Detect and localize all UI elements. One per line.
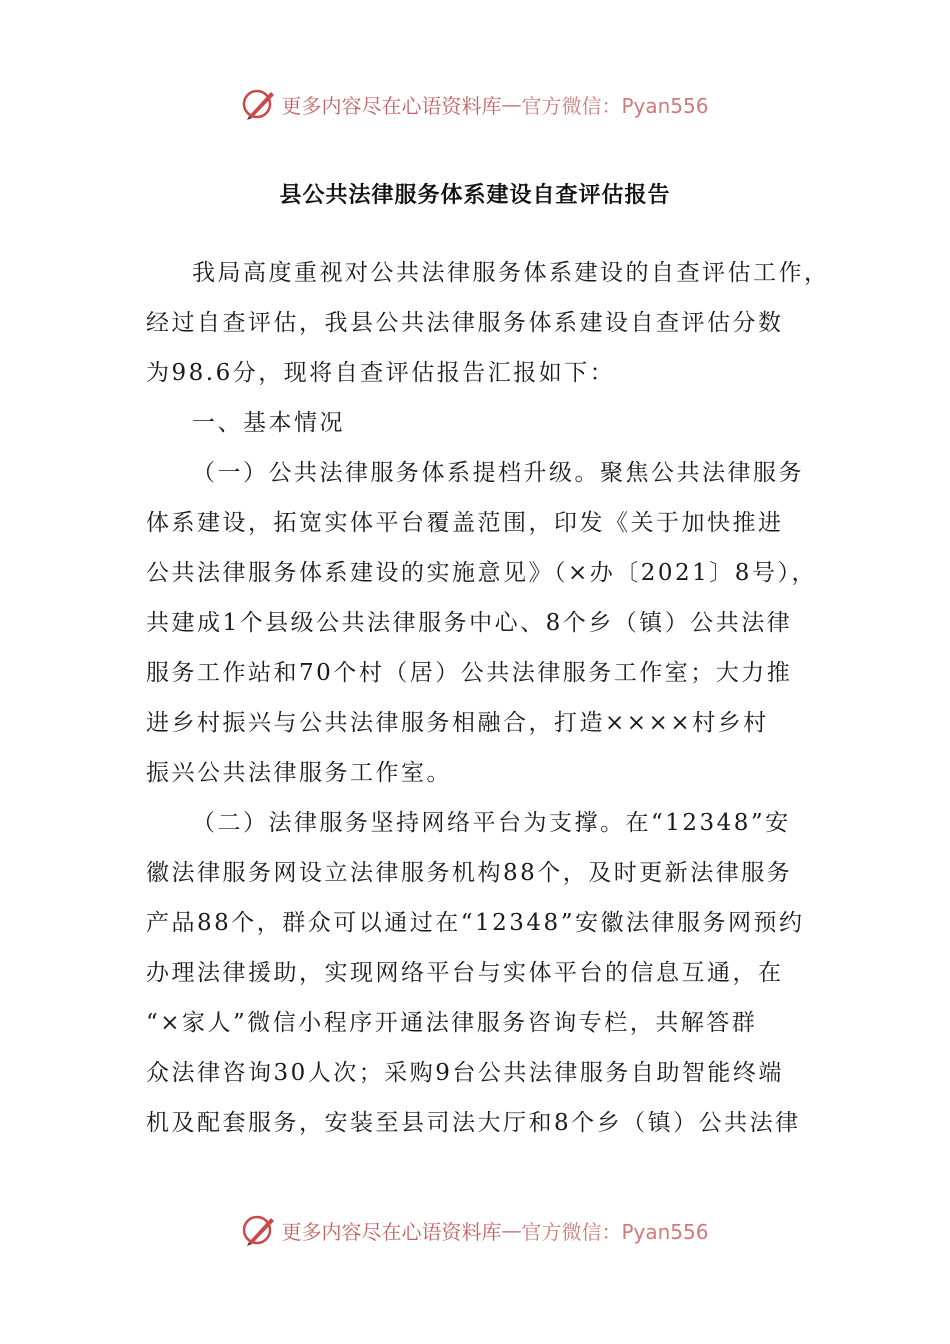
paragraph-line: 振兴公共法律服务工作室。: [146, 760, 452, 786]
paragraph-line: 产品88个，群众可以通过在“12348”安徽法律服务网预约: [146, 910, 805, 936]
paragraph-line: 徽法律服务网设立法律服务机构88个，及时更新法律服务: [146, 860, 793, 886]
paragraph-line: “×家人”微信小程序开通法律服务咨询专栏，共解答群: [146, 1010, 758, 1036]
paragraph-line: 办理法律援助，实现网络平台与实体平台的信息互通，在: [146, 960, 784, 986]
banner-dash: —: [501, 1218, 522, 1242]
paragraph-line: 众法律咨询30人次；采购9台公共法律服务自助智能终端: [146, 1060, 784, 1086]
banner-promo-text: 更多内容尽在心语资料库: [281, 1219, 502, 1244]
banner-promo-text: 更多内容尽在心语资料库: [281, 93, 502, 118]
banner-contact-text: 官方微信：Pyan556: [521, 1219, 709, 1244]
paragraph-line: 机及配套服务，安装至县司法大厅和8个乡（镇）公共法律: [146, 1110, 801, 1136]
paragraph-line: 进乡村振兴与公共法律服务相融合，打造××××村乡村: [146, 710, 769, 736]
document-body: [146, 248, 830, 1148]
paragraph-line: （一）公共法律服务体系提档升级。聚焦公共法律服务: [192, 460, 804, 486]
footer-banner: [0, 1210, 950, 1250]
paragraph-line: 公共法律服务体系建设的实施意见》（×办〔2021〕8号），: [146, 560, 817, 586]
paragraph-line: 共建成1个县级公共法律服务中心、8个乡（镇）公共法律: [146, 610, 793, 636]
document-title: 县公共法律服务体系建设自查评估报告: [279, 183, 671, 208]
banner-contact-text: 官方微信：Pyan556: [521, 93, 709, 118]
paragraph-line: 经过自查评估，我县公共法律服务体系建设自查评估分数: [146, 310, 784, 336]
paragraph-line: 一、基本情况: [192, 410, 345, 436]
paragraph-line: 为98.6分，现将自查评估报告汇报如下：: [146, 360, 616, 386]
header-banner: [0, 84, 950, 124]
paragraph-line: 服务工作站和70个村（居）公共法律服务工作室；大力推: [146, 660, 793, 686]
paragraph-line: 我局高度重视对公共法律服务体系建设的自查评估工作，: [192, 260, 830, 286]
pen-logo-icon: [241, 86, 277, 122]
banner-dash: —: [501, 92, 522, 116]
paragraph-line: （二）法律服务坚持网络平台为支撑。在“12348”安: [192, 810, 791, 836]
pen-logo-icon: [241, 1212, 277, 1248]
paragraph-line: 体系建设，拓宽实体平台覆盖范围，印发《关于加快推进: [146, 510, 784, 536]
